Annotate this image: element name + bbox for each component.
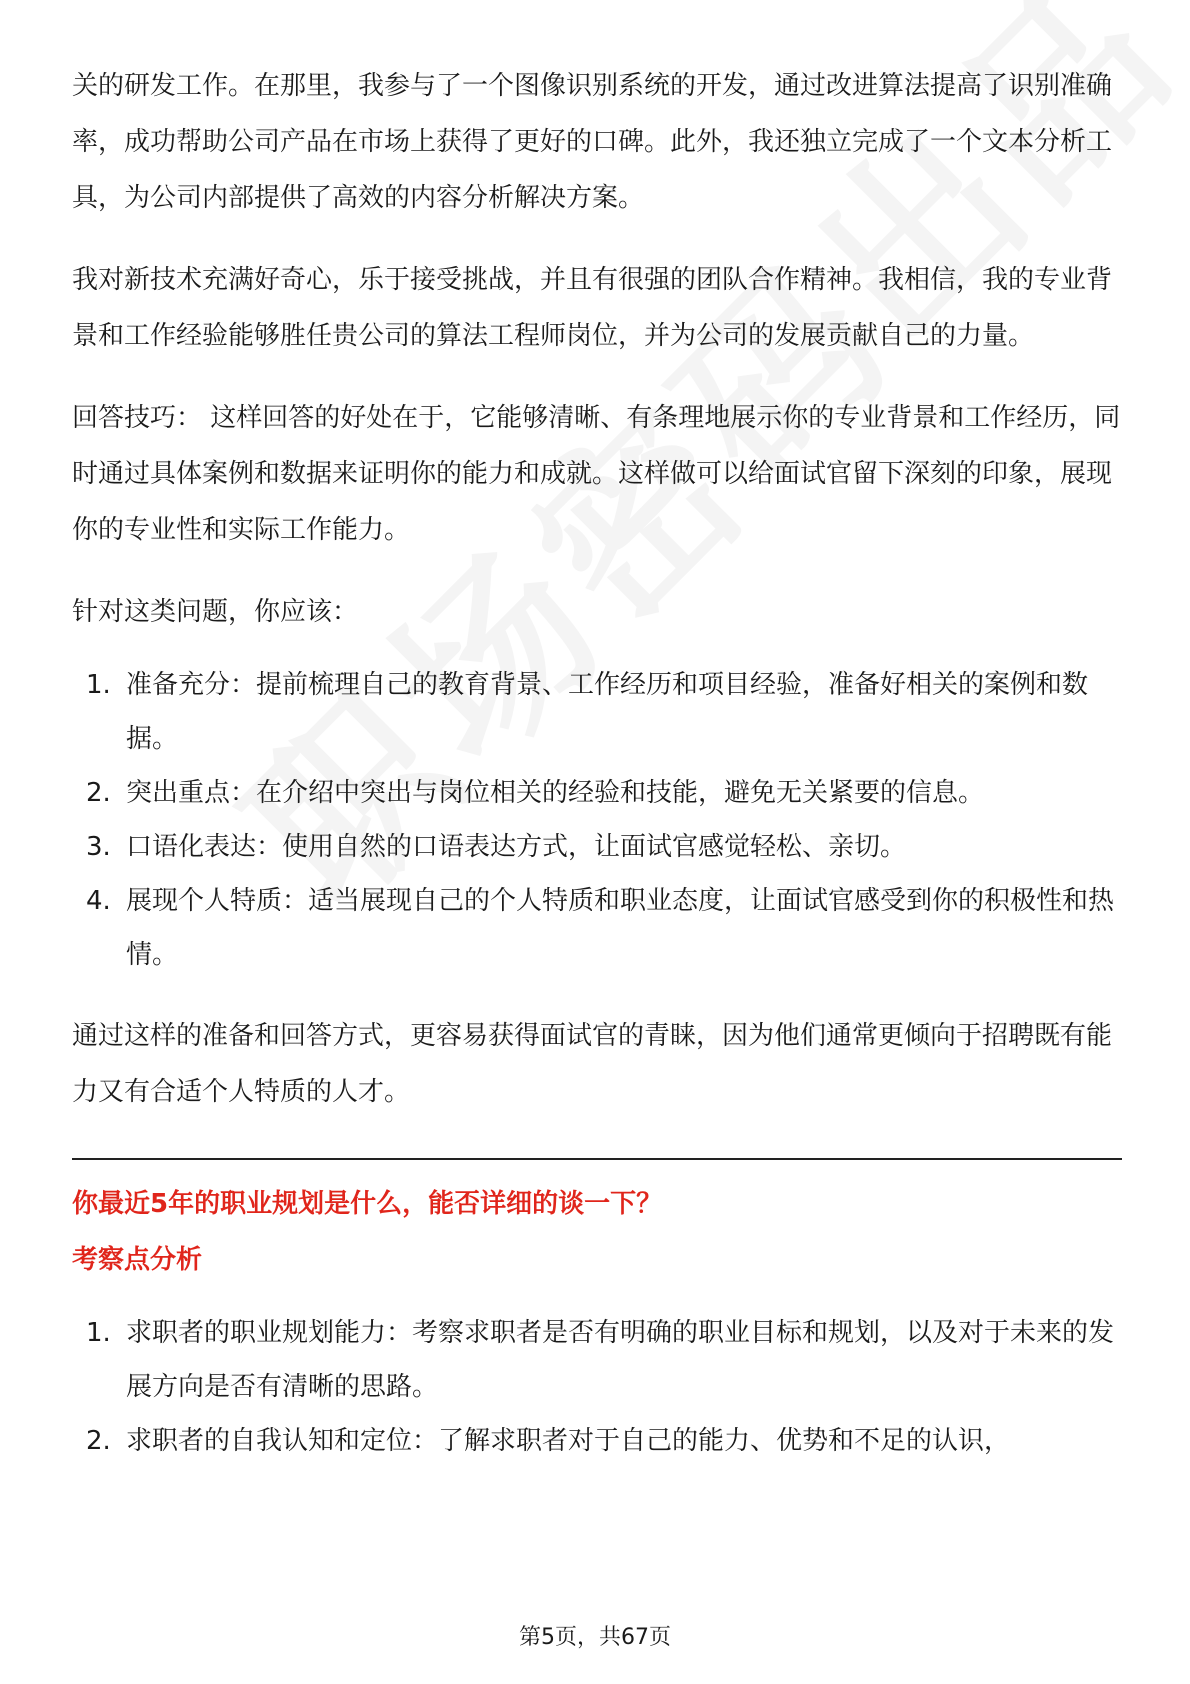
- paragraph-answer-tips: 回答技巧： 这样回答的好处在于，它能够清晰、有条理地展示你的专业背景和工作经历，同时通过具体案例和数据来证明你的能力和成就。这样做可以给面试官留下深刻的印象，展现你的专业性和实际工作能力。: [72, 403, 1121, 545]
- tips-list: [72, 658, 1122, 982]
- page-footer: 第5页，共67页: [519, 1625, 671, 1650]
- question-title: 你最近5年的职业规划是什么，能否详细的谈一下？: [72, 1189, 663, 1219]
- list-item-text: 展现个人特质：适当展现自己的个人特质和职业态度，让面试官感受到你的积极性和热情。: [126, 886, 1115, 970]
- section-divider: [72, 1158, 1122, 1160]
- list-item: [72, 1306, 1122, 1414]
- list-item: [72, 658, 1122, 766]
- list-item-number: 3.: [86, 832, 111, 862]
- list-item: [72, 766, 1122, 820]
- list-item-text: 求职者的职业规划能力：考察求职者是否有明确的职业目标和规划，以及对于未来的发展方向是否有清晰的思路。: [126, 1318, 1115, 1402]
- paragraph-intro: 关的研发工作。在那里，我参与了一个图像识别系统的开发，通过改进算法提高了识别准确率，成功帮助公司产品在市场上获得了更好的口碑。此外，我还独立完成了一个文本分析工具，为公司内部提供了高效的内容分析解决方案。: [72, 71, 1113, 213]
- list-item-number: 1.: [86, 1318, 111, 1348]
- list-item-number: 2.: [86, 1426, 111, 1456]
- paragraph-list-intro: 针对这类问题，你应该：: [72, 597, 359, 627]
- list-item-number: 4.: [86, 886, 111, 916]
- document-body: [72, 58, 1122, 1468]
- paragraph-conclusion: 通过这样的准备和回答方式，更容易获得面试官的青睐，因为他们通常更倾向于招聘既有能力又有合适个人特质的人才。: [72, 1021, 1113, 1107]
- analysis-list: [72, 1306, 1122, 1468]
- list-item-number: 2.: [86, 778, 111, 808]
- paragraph-strengths: 我对新技术充满好奇心，乐于接受挑战，并且有很强的团队合作精神。我相信，我的专业背景和工作经验能够胜任贵公司的算法工程师岗位，并为公司的发展贡献自己的力量。: [72, 265, 1113, 351]
- list-item-text: 口语化表达：使用自然的口语表达方式，让面试官感觉轻松、亲切。: [126, 832, 907, 862]
- list-item: [72, 1414, 1122, 1468]
- list-item-number: 1.: [86, 670, 111, 700]
- analysis-heading: 考察点分析: [72, 1245, 203, 1275]
- list-item-text: 求职者的自我认知和定位：了解求职者对于自己的能力、优势和不足的认识，: [126, 1426, 1011, 1456]
- list-item: [72, 874, 1122, 982]
- list-item-text: 准备充分：提前梳理自己的教育背景、工作经历和项目经验，准备好相关的案例和数据。: [126, 670, 1089, 754]
- list-item: [72, 820, 1122, 874]
- list-item-text: 突出重点：在介绍中突出与岗位相关的经验和技能，避免无关紧要的信息。: [126, 778, 985, 808]
